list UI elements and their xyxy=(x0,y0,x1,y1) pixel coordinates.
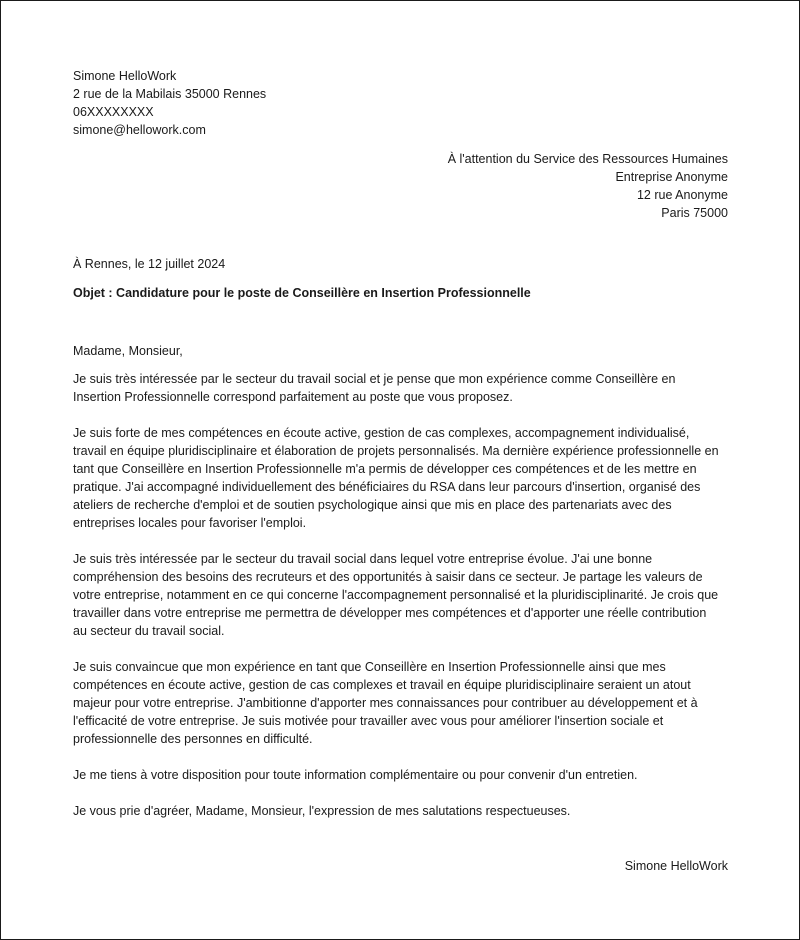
sender-email: simone@hellowork.com xyxy=(73,123,206,137)
recipient-city: Paris 75000 xyxy=(661,206,728,220)
letter-subject: Objet : Candidature pour le poste de Conseillère en Insertion Professionnelle xyxy=(73,286,531,300)
paragraph-closing: Je vous prie d'agréer, Madame, Monsieur, l'expression de mes salutations respectueuses. xyxy=(73,804,571,818)
letter-date: À Rennes, le 12 juillet 2024 xyxy=(73,257,226,271)
signature: Simone HelloWork xyxy=(624,859,728,873)
paragraph-availability: Je me tiens à votre disposition pour toute information complémentaire ou pour convenir d'un entretien. xyxy=(73,768,638,782)
recipient-company: Entreprise Anonyme xyxy=(615,170,728,184)
recipient-attention: À l'attention du Service des Ressources Humaines xyxy=(447,152,728,166)
paragraph-motivation: Je suis très intéressée par le secteur du travail social dans lequel votre entreprise évolue. J'ai une bonne compréhension des besoins des recruteurs et des opportunités à saisir dans ce secteur. Je partage les valeurs de votre entreprise, notamment en ce qui concerne l'accompagnement personnalisé et la pluridisciplinarité. Je crois que travailler dans votre entreprise me permettra de développer mes compétences et d'apporter une réelle contribution au secteur du travail social. xyxy=(73,552,719,638)
letter-body xyxy=(73,342,723,838)
recipient-street: 12 rue Anonyme xyxy=(636,188,728,202)
sender-address: 2 rue de la Mabilais 35000 Rennes xyxy=(73,87,267,101)
paragraph-conviction: Je suis convaincue que mon expérience en tant que Conseillère en Insertion Professionnelle ainsi que mes compétences en écoute active, gestion de cas complexes et travail en équipe pluridisciplinaire seraient un atout majeur pour votre entreprise. J'ambitionne d'apporter mes connaissances pour contribuer au développement et à l'efficacité de votre entreprise. Je suis motivée pour travailler avec vous pour améliorer l'insertion sociale et professionnelle des personnes en difficulté. xyxy=(73,660,698,746)
salutation: Madame, Monsieur, xyxy=(73,344,183,358)
paragraph-skills: Je suis forte de mes compétences en écoute active, gestion de cas complexes, accompagnement individualisé, travail en équipe pluridisciplinaire et élaboration de projets personnalisés. Ma dernière expérience professionnelle en tant que Conseillère en Insertion Professionnelle m'a permis de développer ces compétences et de les mettre en pratique. J'ai accompagné individuellement des bénéficiaires du RSA dans leur parcours d'insertion, organisé des ateliers de recherche d'emploi et de soutien psychologique ainsi que mis en place des partenariats avec des entreprises locales pour favoriser l'emploi. xyxy=(73,426,719,530)
sender-block xyxy=(73,67,266,139)
recipient-block xyxy=(448,150,728,222)
paragraph-intro: Je suis très intéressée par le secteur du travail social et je pense que mon expérience comme Conseillère en Insertion Professionnelle correspond parfaitement au poste que vous proposez. xyxy=(73,372,676,404)
sender-name: Simone HelloWork xyxy=(73,69,177,83)
sender-phone: 06XXXXXXXX xyxy=(73,105,154,119)
